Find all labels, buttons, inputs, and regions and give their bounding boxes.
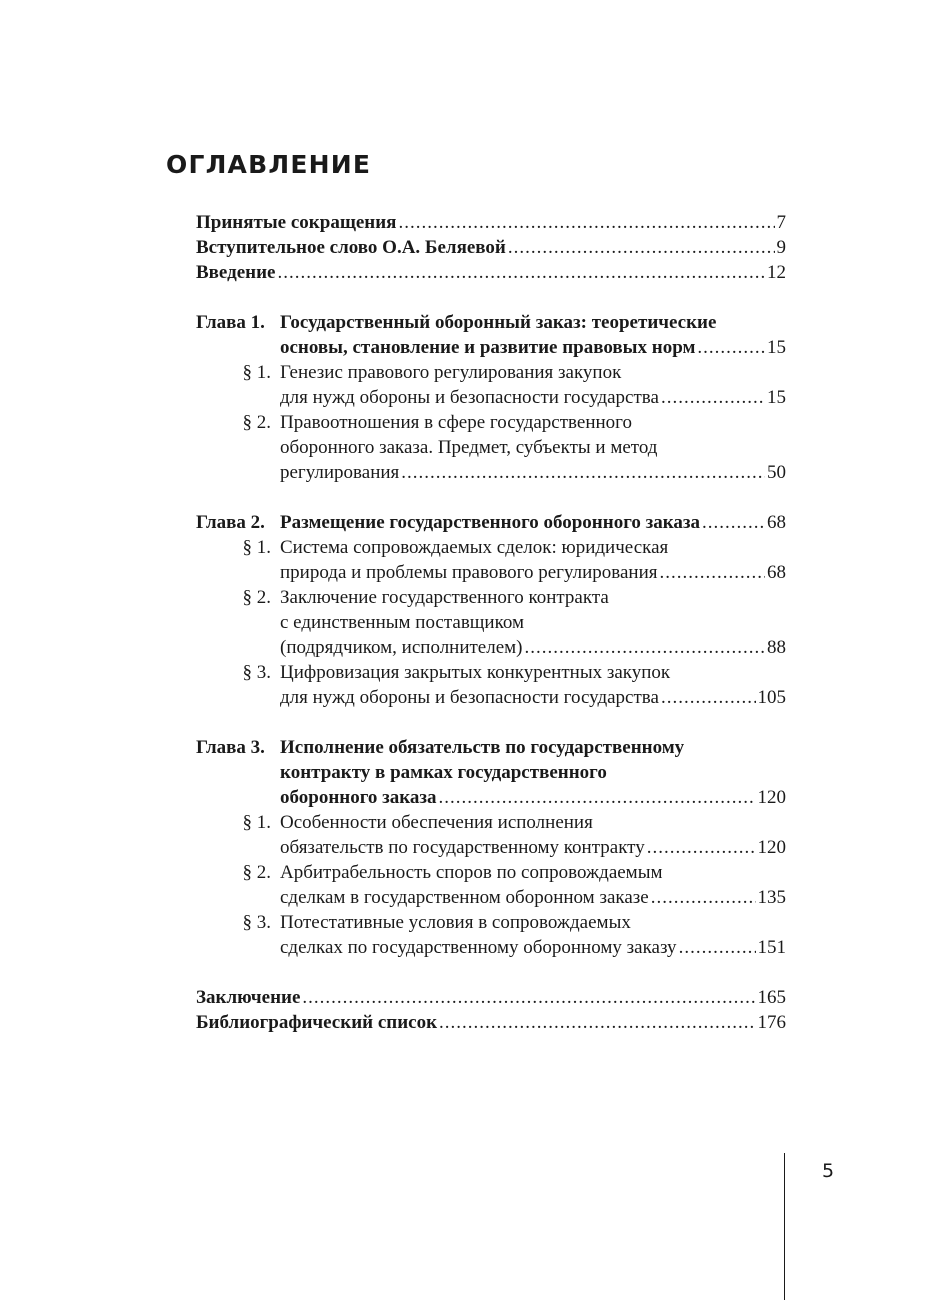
toc-entry-page: 50	[767, 462, 786, 483]
toc-spacer	[196, 710, 786, 735]
toc-chapter-2[interactable]	[196, 510, 786, 535]
page-title: ОГЛАВЛЕНИЕ	[166, 150, 372, 179]
toc-entry-page: 68	[767, 512, 786, 533]
toc-section-2-2[interactable]	[196, 585, 786, 660]
toc-entry-abbreviations[interactable]	[196, 210, 786, 235]
toc-entry-title: Заключение	[196, 987, 301, 1008]
toc-section-line	[196, 535, 786, 560]
toc-entry-page: 105	[757, 687, 786, 708]
toc-section-line	[196, 360, 786, 385]
toc-section-line	[196, 385, 786, 410]
toc-section-title-line: сделках по государственному оборонному заказу	[280, 937, 677, 958]
dot-leader	[398, 210, 774, 235]
toc-entry-page: 135	[757, 887, 786, 908]
toc-chapter-line	[196, 335, 786, 360]
toc-chapter-title-line: Размещение государственного оборонного заказа	[280, 512, 701, 533]
toc-section-title-line: (подрядчиком, исполнителем)	[280, 637, 523, 658]
toc-entry-page: 120	[757, 787, 786, 808]
toc-entry-foreword[interactable]	[196, 235, 786, 260]
toc-entry-bibliography[interactable]	[196, 1010, 786, 1035]
toc-section-line	[196, 635, 786, 660]
toc-section-3-2[interactable]	[196, 860, 786, 910]
toc-section-title-line: с единственным поставщиком	[280, 612, 525, 633]
dot-leader	[278, 260, 766, 285]
dot-leader	[679, 935, 756, 960]
toc-section-title-line: Цифровизация закрытых конкурентных закупок	[280, 662, 671, 683]
toc-section-2-1[interactable]	[196, 535, 786, 585]
toc-chapter-line	[196, 510, 786, 535]
toc-section-title-line: сделкам в государственном оборонном заказе	[280, 887, 649, 908]
dot-leader	[508, 235, 775, 260]
dot-leader	[302, 985, 755, 1010]
toc-section-1-2[interactable]	[196, 410, 786, 485]
toc-entry-page: 15	[767, 387, 786, 408]
toc-entry-title: Принятые сокращения	[196, 212, 397, 233]
toc-section-title-line: для нужд обороны и безопасности государства	[280, 387, 659, 408]
toc-section-title-line: Потестативные условия в сопровождаемых	[280, 912, 631, 933]
toc-entry-conclusion[interactable]	[196, 985, 786, 1010]
toc-section-line	[196, 935, 786, 960]
toc-section-line	[196, 610, 786, 635]
toc-section-line	[196, 810, 786, 835]
toc-section-label: § 2.	[242, 412, 271, 433]
toc-entry-page: 68	[767, 562, 786, 583]
toc-spacer	[196, 960, 786, 985]
toc-chapter-label: Глава 2.	[196, 512, 265, 533]
toc-chapter-title-line: Исполнение обязательств по государственному	[280, 737, 685, 758]
toc-entry-page: 15	[767, 337, 786, 358]
toc-entry-page: 88	[767, 637, 786, 658]
toc-section-title-line: Особенности обеспечения исполнения	[280, 812, 593, 833]
toc-spacer	[196, 485, 786, 510]
table-of-contents	[196, 210, 786, 1035]
toc-section-label: § 1.	[242, 362, 271, 383]
toc-section-label: § 2.	[242, 587, 271, 608]
dot-leader	[525, 635, 765, 660]
toc-spacer	[196, 285, 786, 310]
toc-entry-title: Библиографический список	[196, 1012, 438, 1033]
toc-section-title-line: природа и проблемы правового регулирования	[280, 562, 658, 583]
toc-chapter-label: Глава 1.	[196, 312, 265, 333]
toc-entry-page: 151	[757, 937, 786, 958]
dot-leader	[661, 385, 765, 410]
toc-section-title-line: Заключение государственного контракта	[280, 587, 609, 608]
footer-rule	[784, 1153, 785, 1300]
toc-chapter-line	[196, 785, 786, 810]
toc-section-line	[196, 460, 786, 485]
toc-section-line	[196, 910, 786, 935]
toc-section-line	[196, 660, 786, 685]
toc-section-3-3[interactable]	[196, 910, 786, 960]
toc-entry-page: 165	[757, 987, 786, 1008]
dot-leader	[401, 460, 765, 485]
toc-section-line	[196, 835, 786, 860]
toc-section-line	[196, 585, 786, 610]
toc-chapter-3[interactable]	[196, 735, 786, 810]
toc-section-line	[196, 560, 786, 585]
toc-chapter-title-line: оборонного заказа	[280, 787, 437, 808]
toc-section-title-line: Арбитрабельность споров по сопровождаемым	[280, 862, 663, 883]
dot-leader	[651, 885, 756, 910]
toc-chapter-1[interactable]	[196, 310, 786, 360]
toc-entry-page: 7	[776, 212, 786, 233]
dot-leader	[661, 685, 756, 710]
toc-chapter-title-line: контракту в рамках государственного	[280, 762, 607, 783]
toc-section-title-line: оборонного заказа. Предмет, субъекты и метод	[280, 437, 658, 458]
toc-chapter-line	[196, 735, 786, 760]
toc-section-3-1[interactable]	[196, 810, 786, 860]
toc-section-title-line: для нужд обороны и безопасности государства	[280, 687, 659, 708]
toc-chapter-label: Глава 3.	[196, 737, 265, 758]
toc-chapter-line	[196, 760, 786, 785]
page-number: 5	[822, 1160, 835, 1182]
toc-section-label: § 1.	[242, 812, 271, 833]
toc-chapter-line	[196, 310, 786, 335]
toc-entry-introduction[interactable]	[196, 260, 786, 285]
toc-section-title-line: Система сопровождаемых сделок: юридическая	[280, 537, 669, 558]
toc-section-title-line: Правоотношения в сфере государственного	[280, 412, 632, 433]
toc-section-1-1[interactable]	[196, 360, 786, 410]
toc-chapter-title-line: основы, становление и развитие правовых норм	[280, 337, 696, 358]
toc-section-2-3[interactable]	[196, 660, 786, 710]
toc-section-title-line: регулирования	[280, 462, 400, 483]
toc-entry-page: 12	[767, 262, 786, 283]
toc-section-label: § 1.	[242, 537, 271, 558]
dot-leader	[439, 785, 756, 810]
toc-section-title-line: Генезис правового регулирования закупок	[280, 362, 622, 383]
toc-section-line	[196, 410, 786, 435]
toc-section-title-line: обязательств по государственному контракту	[280, 837, 645, 858]
toc-entry-title: Введение	[196, 262, 276, 283]
toc-section-label: § 2.	[242, 862, 271, 883]
dot-leader	[439, 1010, 755, 1035]
dot-leader	[697, 335, 765, 360]
dot-leader	[660, 560, 766, 585]
toc-section-label: § 3.	[242, 662, 271, 683]
dot-leader	[702, 510, 765, 535]
toc-section-line	[196, 435, 786, 460]
toc-section-line	[196, 885, 786, 910]
dot-leader	[647, 835, 756, 860]
toc-entry-title: Вступительное слово О.А. Беляевой	[196, 237, 506, 258]
toc-entry-page: 120	[757, 837, 786, 858]
toc-entry-page: 9	[776, 237, 786, 258]
toc-section-line	[196, 860, 786, 885]
toc-section-label: § 3.	[242, 912, 271, 933]
toc-chapter-title-line: Государственный оборонный заказ: теоретические	[280, 312, 717, 333]
toc-section-line	[196, 685, 786, 710]
toc-entry-page: 176	[757, 1012, 786, 1033]
